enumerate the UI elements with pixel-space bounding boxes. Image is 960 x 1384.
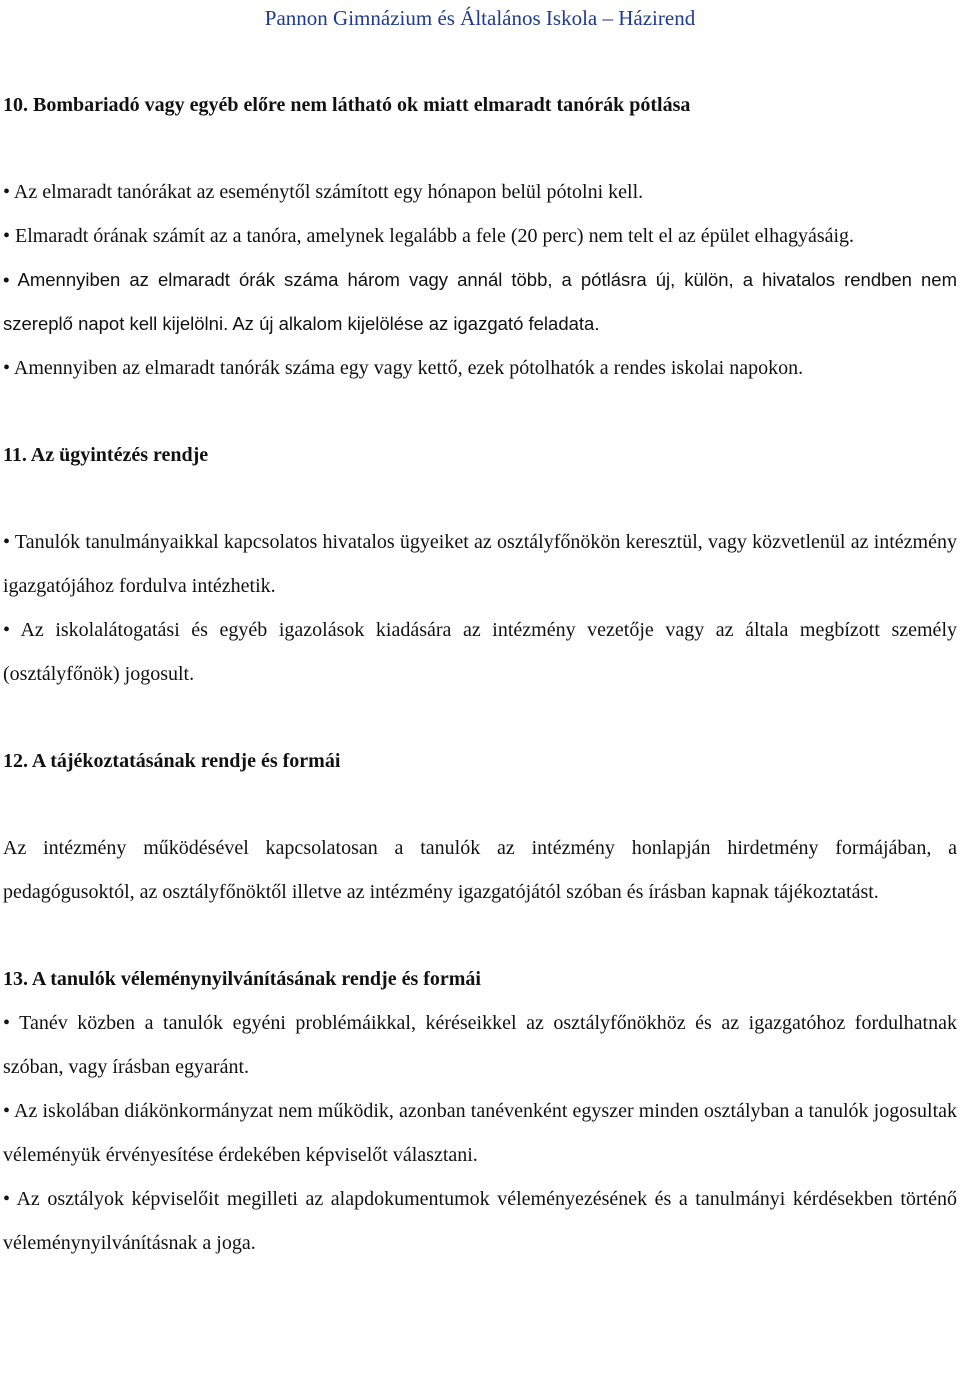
page-header: Pannon Gimnázium és Általános Iskola – Házirend bbox=[264, 6, 696, 30]
section-heading-11: 11. Az ügyintézés rendje bbox=[3, 444, 209, 466]
bullet-10-3 bbox=[3, 258, 957, 346]
bullet-10-3-text: • Amennyiben az elmaradt órák száma három vagy annál több, a pótlásra új, külön, a hivatalos rendben nem szereplő napot kell kijelölni. bbox=[3, 269, 957, 334]
bullet-10-4: • Amennyiben az elmaradt tanórák száma egy vagy kettő, ezek pótolhatók a rendes iskolai napokon. bbox=[3, 357, 804, 379]
bullet-11-1: • Tanulók tanulmányaikkal kapcsolatos hivatalos ügyeiket az osztályfőnökön keresztül, vagy közvetlenül az intézmény igazgatójához fordulva intézhetik. bbox=[3, 531, 957, 597]
spacer bbox=[3, 696, 957, 739]
bullet-10-2: • Elmaradt órának számít az a tanóra, amelynek legalább a fele (20 perc) nem telt el az épület elhagyásáig. bbox=[3, 225, 855, 247]
spacer bbox=[3, 914, 957, 957]
spacer bbox=[3, 783, 957, 826]
spacer bbox=[3, 390, 957, 433]
document-body bbox=[3, 83, 957, 1265]
bullet-13-2: • Az iskolában diákönkormányzat nem működik, azonban tanévenként egyszer minden osztályban a tanulók jogosultak véleményük érvényesítése érdekében képviselőt választani. bbox=[3, 1100, 957, 1166]
spacer bbox=[3, 477, 957, 520]
section-heading-12: 12. A tájékoztatásának rendje és formái bbox=[3, 750, 341, 772]
bullet-11-2: • Az iskolalátogatási és egyéb igazolások kiadására az intézmény vezetője vagy az általa megbízott személy (osztályfőnök) jogosult. bbox=[3, 619, 957, 685]
section-heading-10: 10. Bombariadó vagy egyéb előre nem látható ok miatt elmaradt tanórák pótlása bbox=[3, 94, 691, 116]
bullet-10-3-continuation: Az új alkalom kijelölése az igazgató feladata. bbox=[228, 313, 600, 334]
bullet-10-1: • Az elmaradt tanórákat az eseménytől számított egy hónapon belül pótolni kell. bbox=[3, 181, 644, 203]
paragraph-12: Az intézmény működésével kapcsolatosan a tanulók az intézmény honlapján hirdetmény formájában, a pedagógusoktól, az osztályfőnöktől illetve az intézmény igazgatójától szóban és írásban kapnak tájékoztatást. bbox=[3, 837, 957, 903]
section-heading-13: 13. A tanulók véleménynyilvánításának rendje és formái bbox=[3, 968, 481, 990]
bullet-13-3: • Az osztályok képviselőit megilleti az alapdokumentumok véleményezésének és a tanulmányi kérdésekben történő véleménynyilvánításnak a joga. bbox=[3, 1188, 957, 1254]
spacer bbox=[3, 127, 957, 170]
bullet-13-1: • Tanév közben a tanulók egyéni problémáikkal, kéréseikkel az osztályfőnökhöz és az igazgatóhoz fordulhatnak szóban, vagy írásban egyaránt. bbox=[3, 1012, 957, 1078]
